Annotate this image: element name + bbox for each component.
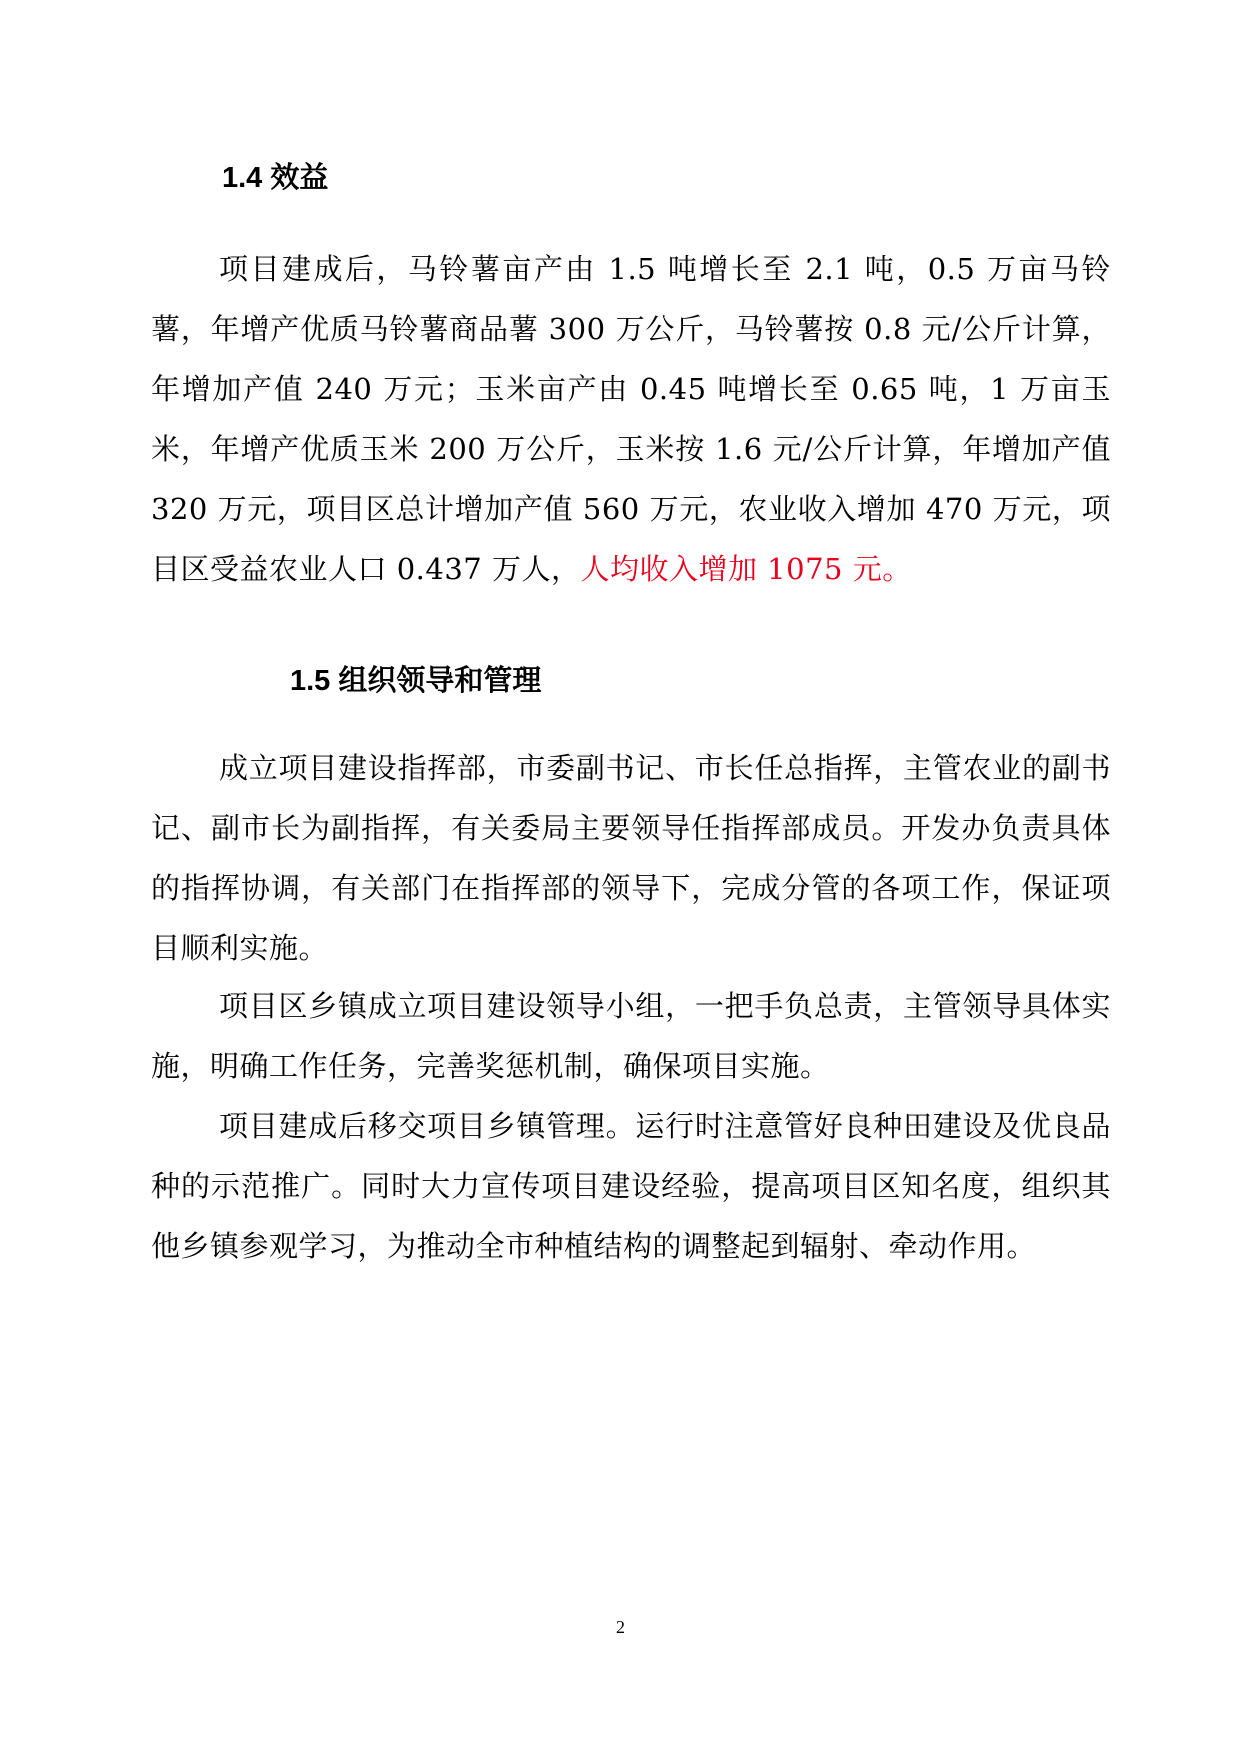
benefits-text: 项目建成后，马铃薯亩产由 1.5 吨增长至 2.1 吨，0.5 万亩马铃薯，年增产优质马铃薯商品薯 300 万公斤，马铃薯按 0.8 元/公斤计算，年增加产值 240 万元；玉米亩产由 0.45 吨增长至 0.65 吨，1 万亩玉米，年增产优质玉米 200 万公斤，玉米按 1.6 元/公斤计算，年增加产值 320 万元，项目区总计增加产值 560 万元，农业收入增加 470 万元，项目区受益农业人口 0.437 万人， — [151, 252, 1111, 586]
section-heading-benefits: 1.4 效益 — [222, 162, 329, 194]
organization-paragraph-1: 成立项目建设指挥部，市委副书记、市长任总指挥，主管农业的副书记、副市长为副指挥，有关委局主要领导任指挥部成员。开发办负责具体的指挥协调，有关部门在指挥部的领导下，完成分管的各项工作，保证项目顺利实施。 — [151, 751, 1111, 965]
benefits-paragraph — [151, 239, 1111, 599]
organization-paragraph-3: 项目建成后移交项目乡镇管理。运行时注意管好良种田建设及优良品种的示范推广。同时大力宣传项目建设经验，提高项目区知名度，组织其他乡镇参观学习，为推动全市种植结构的调整起到辐射、牵动作用。 — [151, 1109, 1111, 1263]
section-heading-organization: 1.5 组织领导和管理 — [290, 665, 542, 697]
income-increase-highlight: 人均收入增加 1075 元。 — [580, 552, 912, 586]
page-number: 2 — [616, 1617, 625, 1637]
organization-paragraph-2: 项目区乡镇成立项目建设领导小组，一把手负总责，主管领导具体实施，明确工作任务，完善奖惩机制，确保项目实施。 — [151, 989, 1111, 1083]
